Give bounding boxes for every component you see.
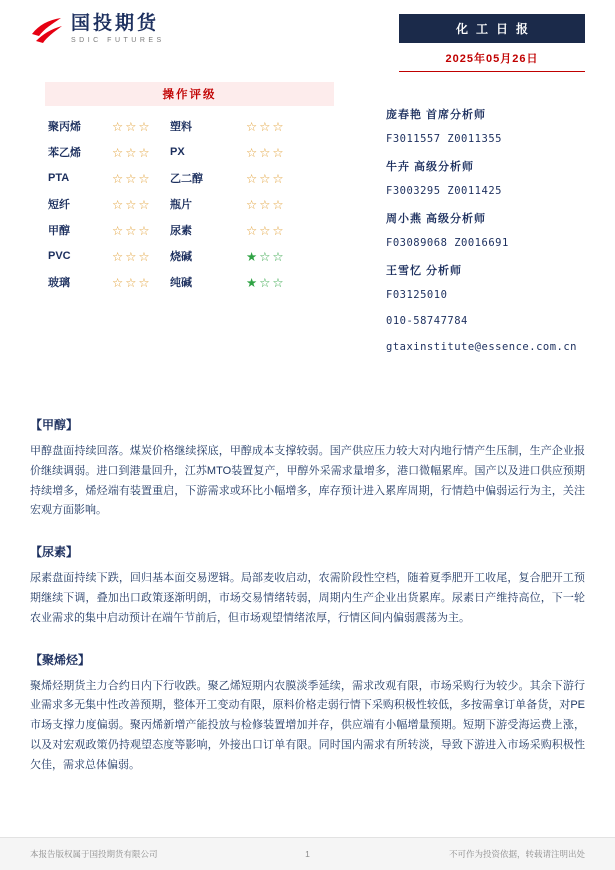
rating-stars: ☆☆☆ <box>112 145 152 160</box>
rating-stars: ☆☆☆ <box>112 249 152 264</box>
report-title: 化工日报 <box>399 14 585 43</box>
brand-logo <box>30 14 165 44</box>
contact-email-link[interactable]: gtaxinstitute@essence.com.cn <box>386 341 578 353</box>
section-body: 甲醇盘面持续回落。煤炭价格继续探底，甲醇成本支撑较弱。国产供应压力较大对内地行情产生压制，生产企业报价继续调弱。进口到港量回升，江苏MTO装置复产，甲醇外采需求量增多，港口微幅累库。国产以及进口供应预期持续增多，烯烃端有装置重启，下游需求或环比小幅增多，库存预计进入累库周期，行情趋中偏弱运行为主，关注宏观方面影响。 <box>30 445 585 517</box>
rating-name: 塑料 <box>170 121 192 133</box>
rating-name: 短纤 <box>48 199 70 211</box>
section-polyolefin <box>30 651 585 776</box>
analyst-name: 牛卉 高级分析师 <box>386 161 475 173</box>
ratings-table <box>48 118 334 290</box>
analyst-name: 庞春艳 首席分析师 <box>386 109 487 121</box>
rating-name: 苯乙烯 <box>48 147 81 159</box>
page-number: 1 <box>305 849 310 859</box>
ratings-title: 操作评级 <box>45 82 334 106</box>
section-body: 聚烯烃期货主力合约日内下行收跌。聚乙烯短期内农膜淡季延续，需求改观有限，市场采购行为较少。其余下游行业需求多无集中性改善预期，整体开工变动有限，原料价格走弱行情下采购积极性较低，多按需拿订单备货，对PE市场支撑力度偏弱。聚丙烯新增产能投放与检修装置增加并存，供应端有小幅增量预期。短期下游受海运费上涨，以及对宏观政策仍持观望态度等影响，外接出口订单有限。同时国内需求有所转淡，导致下游进入市场采购积极性欠佳，需求总体偏弱。 <box>30 679 585 771</box>
section-methanol <box>30 416 585 521</box>
page-footer <box>0 837 615 870</box>
analyst-ids: F03125010 <box>386 289 448 301</box>
section-title: 【聚烯烃】 <box>30 652 91 667</box>
rating-stars: ☆☆☆ <box>112 223 152 238</box>
rating-name: 纯碱 <box>170 277 192 289</box>
rating-name: PVC <box>48 250 71 262</box>
contact-email-row <box>386 341 585 353</box>
rating-name: 玻璃 <box>48 277 70 289</box>
analyst-ids: F03089068 Z0016691 <box>386 237 509 249</box>
ratings-panel <box>30 82 334 402</box>
rating-stars: ★☆☆ <box>246 249 286 264</box>
footer-disclaimer: 不可作为投资依据，转载请注明出处 <box>448 849 585 859</box>
rating-stars: ☆☆☆ <box>246 171 286 186</box>
rating-name: 烧碱 <box>170 251 192 263</box>
rating-stars: ☆☆☆ <box>246 197 286 212</box>
contact-phone: 010-58747784 <box>386 315 468 327</box>
rating-name: 聚丙烯 <box>48 121 81 133</box>
brand-text <box>71 14 165 44</box>
rating-stars: ☆☆☆ <box>246 145 286 160</box>
report-date: 2025年05月26日 <box>399 43 585 72</box>
analyst-ids: F3011557 Z0011355 <box>386 133 502 145</box>
brand-name: 国投期货 <box>71 13 160 35</box>
report-title-block <box>399 14 585 72</box>
rating-name: PTA <box>48 172 70 184</box>
section-body: 尿素盘面持续下跌，回归基本面交易逻辑。局部麦收启动，农需阶段性空档，随着夏季肥开工收尾，复合肥开工预期继续下调，叠加出口政策逐渐明朗，市场交易情绪转弱，周期内生产企业出货累库。尿素日产维持高位，下一轮农业需求的集中启动预计在端午节前后，但市场观望情绪浓厚，行情区间内偏弱震荡为主。 <box>30 572 585 624</box>
rating-stars: ☆☆☆ <box>112 197 152 212</box>
rating-name: 尿素 <box>170 225 192 237</box>
section-urea <box>30 543 585 628</box>
analyst-block <box>386 106 585 145</box>
analyst-block <box>386 158 585 197</box>
rating-stars: ☆☆☆ <box>112 171 152 186</box>
footer-copyright: 本报告版权属于国投期货有限公司 <box>30 849 158 859</box>
section-title: 【甲醇】 <box>30 418 79 432</box>
analyst-name: 王雪忆 分析师 <box>386 265 463 277</box>
rating-stars: ☆☆☆ <box>112 275 152 290</box>
analyst-ids: F3003295 Z0011425 <box>386 185 502 197</box>
rating-name: 甲醇 <box>48 225 70 237</box>
logo-flame-icon <box>30 14 64 44</box>
rating-stars: ★☆☆ <box>246 275 286 290</box>
analyst-name: 周小燕 高级分析师 <box>386 213 487 225</box>
analyst-block <box>386 262 585 301</box>
rating-name: 瓶片 <box>170 199 192 211</box>
report-header <box>0 0 615 72</box>
brand-subtitle: SDIC FUTURES <box>71 36 165 44</box>
rating-stars: ☆☆☆ <box>246 223 286 238</box>
rating-stars: ☆☆☆ <box>112 119 152 134</box>
rating-name: PX <box>170 146 185 158</box>
commentary-sections <box>0 402 615 776</box>
section-title: 【尿素】 <box>30 545 79 560</box>
rating-name: 乙二醇 <box>170 173 203 185</box>
rating-stars: ☆☆☆ <box>246 119 286 134</box>
analyst-block <box>386 210 585 249</box>
analysts-panel <box>334 82 585 402</box>
top-content <box>0 72 615 402</box>
